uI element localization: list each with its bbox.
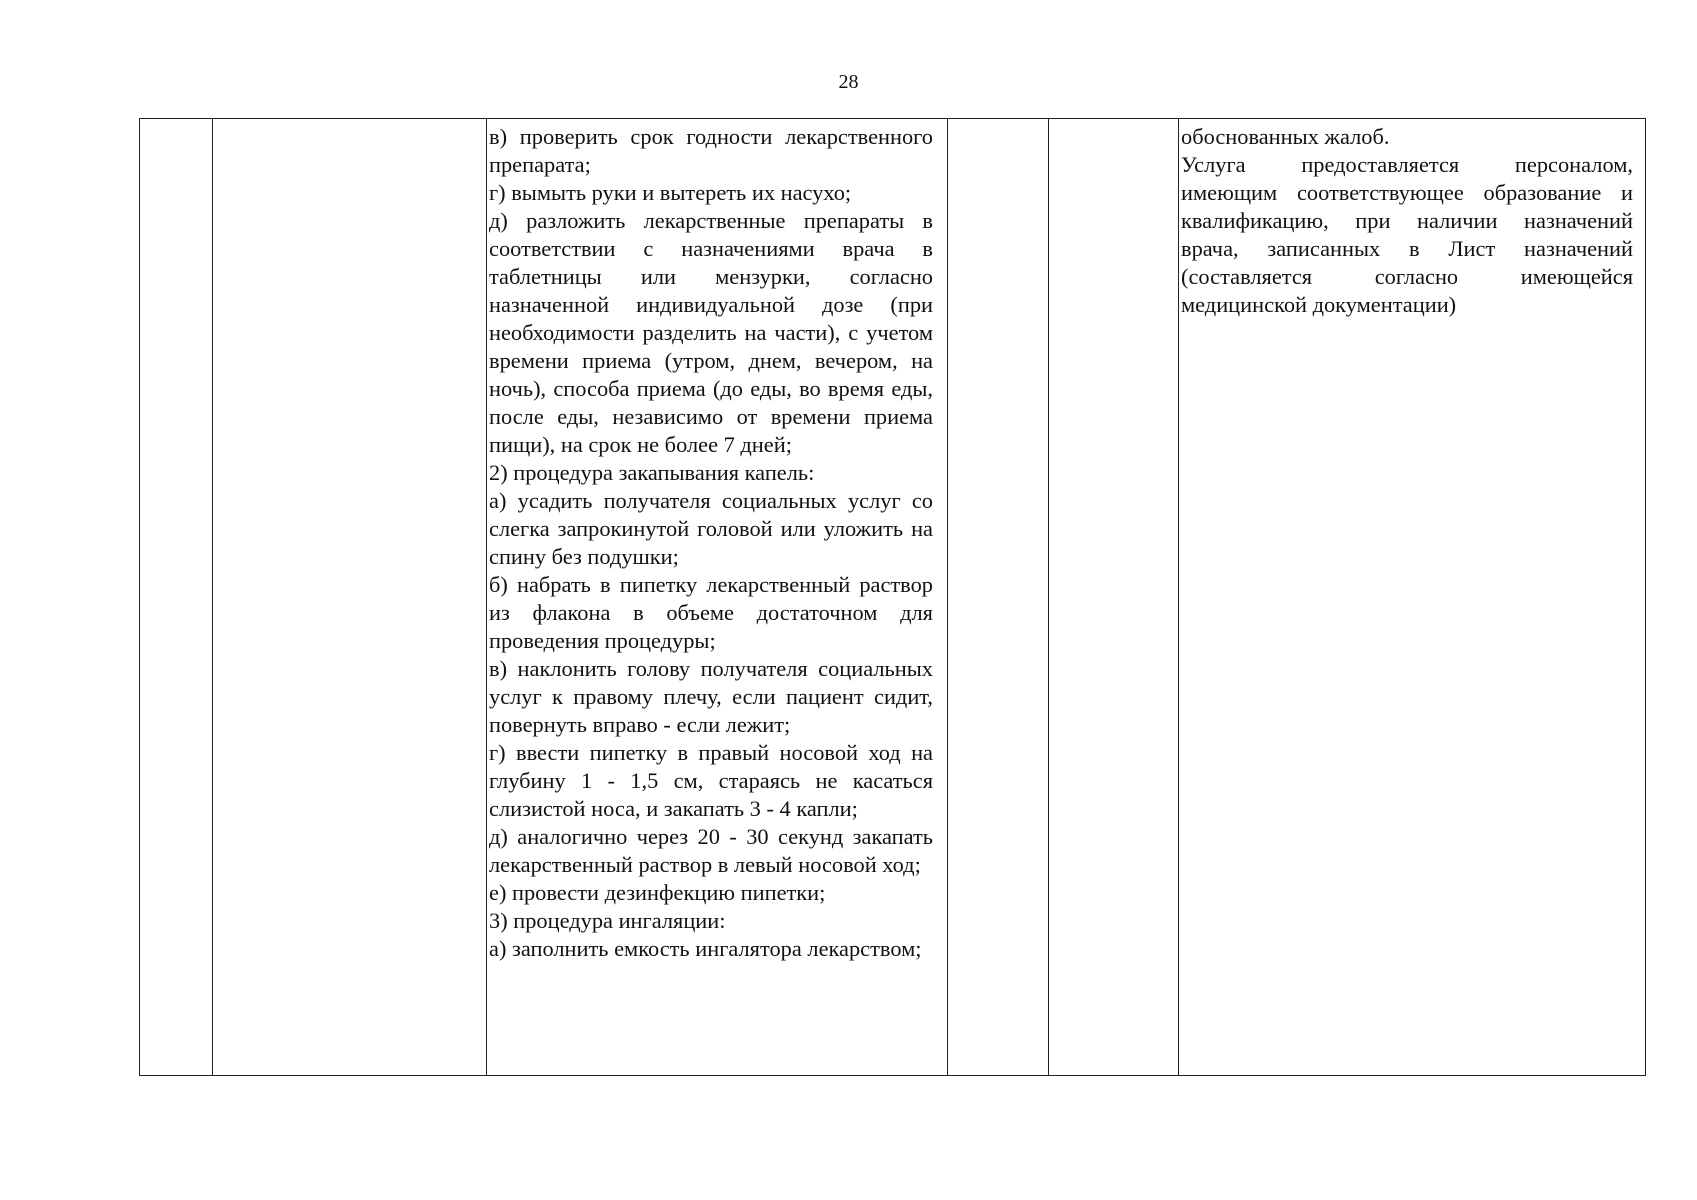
cell-frequency (1049, 119, 1179, 1076)
conditions-line: обоснованных жалоб. (1181, 124, 1390, 149)
page-number: 28 (838, 71, 859, 93)
procedure-line: г) ввести пипетку в правый носовой ход на глубину 1 - 1,5 см, стараясь не касаться слизистой носа, и закапать 3 - 4 капли; (489, 740, 933, 821)
procedure-line: г) вымыть руки и вытереть их насухо; (489, 180, 852, 205)
procedure-line: а) усадить получателя социальных услуг со слегка запрокинутой головой или уложить на спину без подушки; (489, 488, 933, 569)
cell-volume (948, 119, 1049, 1076)
procedure-line: б) набрать в пипетку лекарственный раствор из флакона в объеме достаточном для проведения процедуры; (489, 572, 933, 653)
services-table (139, 118, 1646, 1076)
cell-conditions (1179, 119, 1646, 1076)
procedure-line: 3) процедура ингаляции: (489, 908, 726, 933)
procedure-line: в) наклонить голову получателя социальных услуг к правому плечу, если пациент сидит, повернуть вправо - если лежит; (489, 656, 933, 737)
cell-service-name (213, 119, 487, 1076)
conditions-line: Услуга предоставляется персоналом, имеющим соответствующее образование и квалификацию, при наличии назначений врача, записанных в Лист назначений (составляется согласно имеющейся медицинской документации) (1181, 152, 1633, 317)
procedure-line: д) разложить лекарственные препараты в соответствии с назначениями врача в таблетницы или мензурки, согласно назначенной индивидуальной дозе (при необходимости разделить на части), с учетом времени приема (утром, днем, вечером, на ночь), способа приема (до еды, во время еды, после еды, независимо от времени приема пищи), на срок не более 7 дней; (489, 208, 933, 457)
procedure-line: а) заполнить емкость ингалятора лекарством; (489, 936, 922, 961)
procedure-line: 2) процедура закапывания капель: (489, 460, 815, 485)
procedure-line: в) проверить срок годности лекарственного препарата; (489, 124, 933, 177)
procedure-line: д) аналогично через 20 - 30 секунд закапать лекарственный раствор в левый носовой ход; (489, 824, 933, 877)
conditions-text (1179, 119, 1645, 319)
cell-number (140, 119, 213, 1076)
procedure-text (487, 119, 947, 963)
procedure-line: е) провести дезинфекцию пипетки; (489, 880, 826, 905)
cell-procedure (487, 119, 948, 1076)
table-row (140, 119, 1646, 1076)
